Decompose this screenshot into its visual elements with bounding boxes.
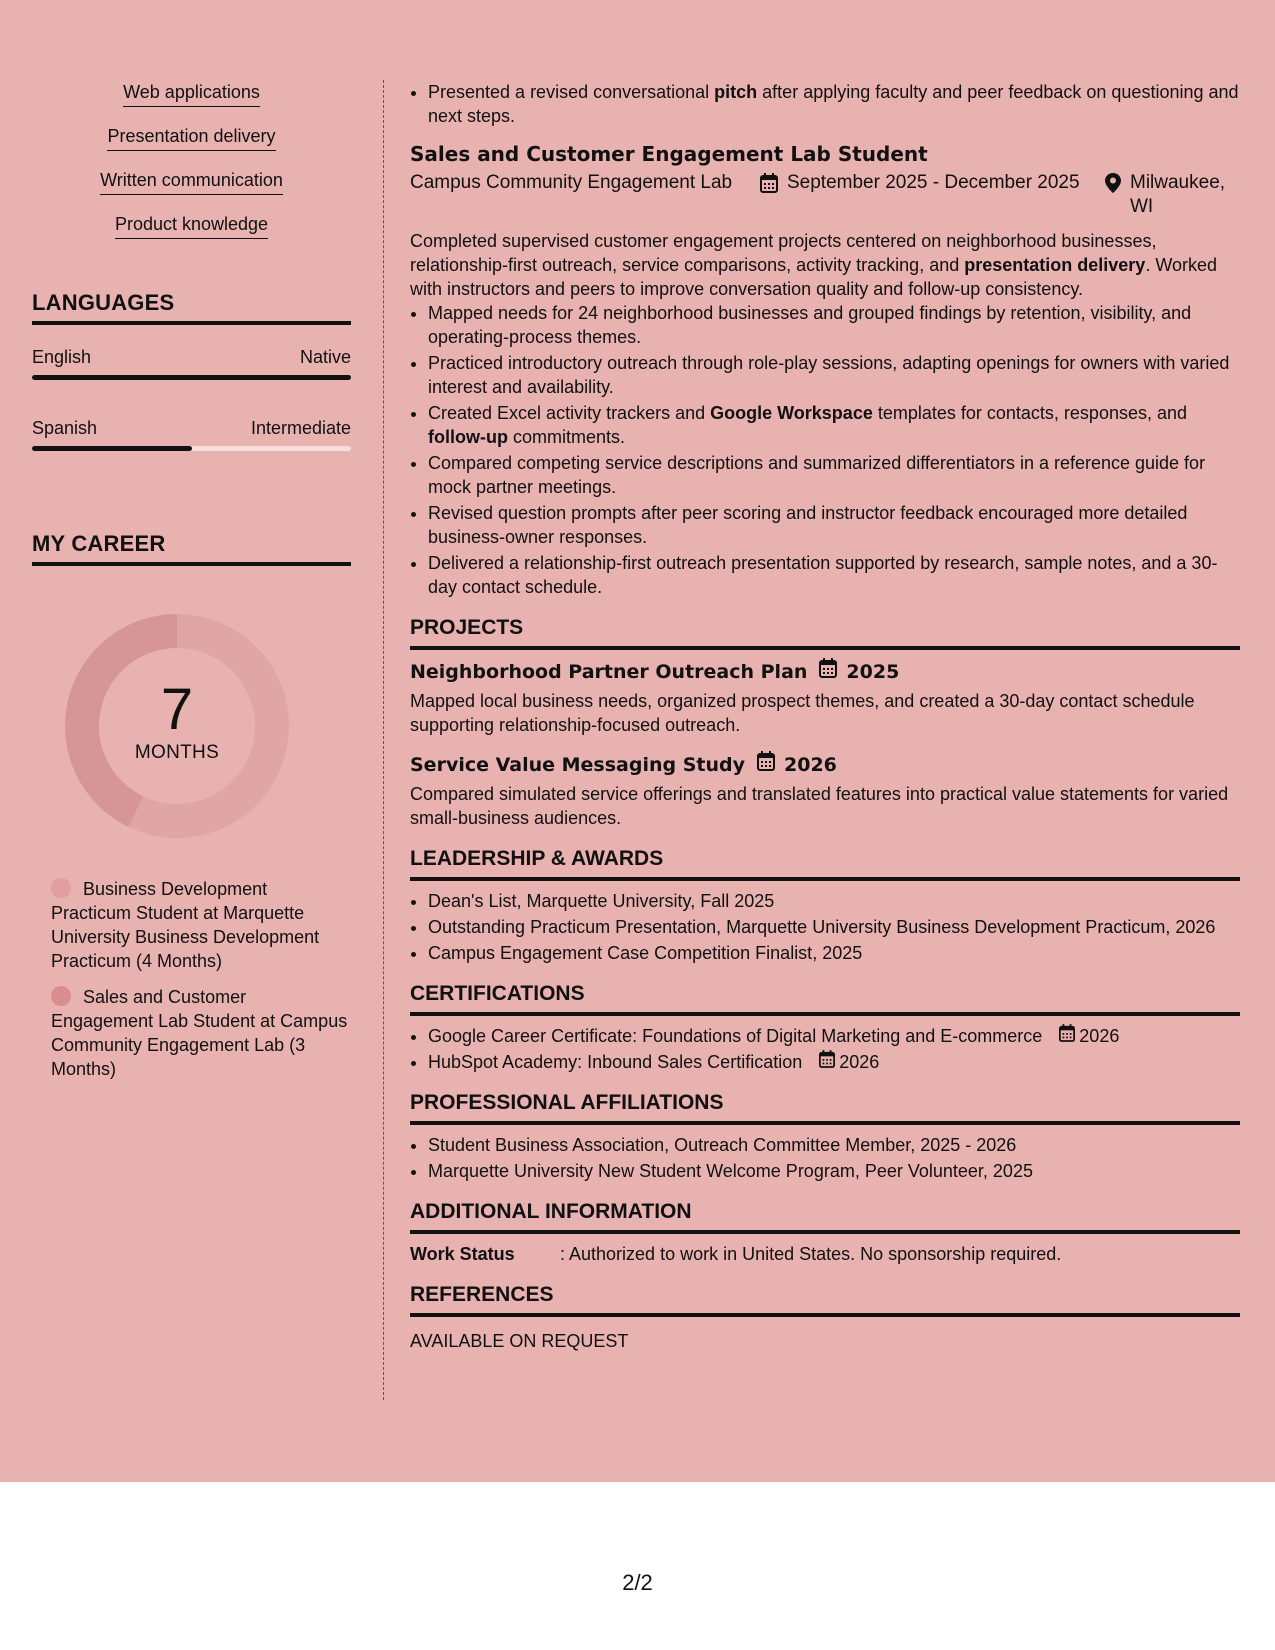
projects-heading: PROJECTS <box>410 615 1240 650</box>
job-summary <box>410 229 1240 301</box>
certification-name: Google Career Certificate: Foundations of Digital Marketing and E-commerce <box>428 1026 1043 1046</box>
left-column <box>32 80 351 1093</box>
job-bullet: • Revised question prompts after peer scoring and instructor feedback encouraged more detailed business-owner responses. <box>428 501 1240 549</box>
certifications-list <box>410 1024 1240 1074</box>
language-name: Spanish <box>32 418 98 438</box>
project-name: Service Value Messaging Study <box>410 753 745 776</box>
project-description: Compared simulated service offerings and translated features into practical value statements for varied small-business audiences. <box>410 784 1229 828</box>
bullet-text: Presented a revised conversational <box>428 82 715 102</box>
language-bar <box>32 375 351 380</box>
job-bullets <box>410 301 1240 599</box>
work-status-row <box>410 1242 1240 1266</box>
affiliation-item: • Student Business Association, Outreach Committee Member, 2025 - 2026 <box>428 1133 1240 1157</box>
career-legend-label: Business Development Practicum Student at Marquette University Business Development Practicum (4 Months) <box>51 879 320 971</box>
skill-item: Presentation delivery <box>107 124 275 151</box>
career-total <box>62 611 292 841</box>
bullet-bold: pitch <box>714 82 758 102</box>
job-location-text: Milwaukee, WI <box>1130 172 1226 217</box>
skills-list <box>32 80 351 256</box>
calendar-icon <box>1059 1024 1075 1048</box>
calendar-icon <box>819 1050 835 1074</box>
calendar-icon <box>819 658 837 685</box>
career-legend-label: Sales and Customer Engagement Lab Student at Campus Community Engagement Lab (3 Months) <box>51 987 348 1079</box>
certification-date <box>819 1050 879 1074</box>
bullet-text: after applying faculty and peer feedback on questioning and next steps. <box>428 82 1239 126</box>
project-item <box>410 658 1240 737</box>
job-dates <box>760 171 1105 219</box>
project-description: Mapped local business needs, organized prospect themes, and created a 30-day contact schedule supporting relationship-focused outreach. <box>410 691 1195 735</box>
job-bullet: • Compared competing service descriptions and summarized differentiators in a reference guide for mock partner meetings. <box>428 451 1240 499</box>
summary-bold: presentation delivery <box>964 255 1146 275</box>
summary-text: . Worked with instructors and peers to improve conversation quality and follow-up consistency. <box>410 255 1218 299</box>
right-column <box>410 80 1240 1353</box>
languages-list <box>32 345 351 451</box>
career-donut <box>62 611 292 841</box>
project-name: Neighborhood Partner Outreach Plan <box>410 660 808 683</box>
skill-item: Web applications <box>123 80 260 107</box>
career-total-number: 7 <box>160 677 194 742</box>
language-bar-fill <box>32 446 192 451</box>
bullet-text: commitments. <box>507 427 626 447</box>
map-pin-icon <box>1105 173 1121 219</box>
references-text: AVAILABLE ON REQUEST <box>410 1331 629 1351</box>
bullet-bold: Google Workspace <box>710 403 873 423</box>
certification-date <box>1059 1024 1119 1048</box>
language-level: Intermediate <box>250 418 351 438</box>
career-heading: MY CAREER <box>32 531 351 566</box>
additional-info-heading: ADDITIONAL INFORMATION <box>410 1199 1240 1234</box>
certification-item <box>428 1024 1240 1048</box>
language-name: English <box>32 347 92 367</box>
legend-dot-icon <box>51 878 71 898</box>
certification-name: HubSpot Academy: Inbound Sales Certification <box>428 1052 803 1072</box>
language-row <box>32 416 351 440</box>
leadership-item: • Dean's List, Marquette University, Fall 2025 <box>428 889 1240 913</box>
legend-dot-icon <box>51 986 71 1006</box>
bullet-text: Created Excel activity trackers and <box>428 403 711 423</box>
job-bullet: • Mapped needs for 24 neighborhood businesses and grouped findings by retention, visibility, and operating-process themes. <box>428 301 1240 349</box>
project-item <box>410 751 1240 830</box>
references-heading: REFERENCES <box>410 1282 1240 1317</box>
job-meta <box>410 171 1240 219</box>
certification-year: 2026 <box>1079 1026 1120 1046</box>
leadership-heading: LEADERSHIP & AWARDS <box>410 846 1240 881</box>
certification-year: 2026 <box>839 1052 880 1072</box>
project-header <box>410 658 1240 685</box>
project-year: 2026 <box>784 753 837 776</box>
affiliation-item: • Marquette University New Student Welcome Program, Peer Volunteer, 2025 <box>428 1159 1240 1183</box>
experience-bullet <box>428 80 1240 128</box>
certifications-heading: CERTIFICATIONS <box>410 981 1240 1016</box>
language-bar-fill <box>32 375 351 380</box>
job-title: Sales and Customer Engagement Lab Student <box>410 142 928 166</box>
page-number: 2/2 <box>622 1570 653 1595</box>
job-bullet <box>428 401 1240 449</box>
languages-heading: LANGUAGES <box>32 290 351 325</box>
skill-item: Written communication <box>100 168 283 195</box>
summary-text: Completed supervised customer engagement projects centered on neighborhood businesses, relationship-first outreach, service comparisons, activity tracking, and <box>410 231 1157 275</box>
calendar-icon <box>757 751 775 778</box>
language-row <box>32 345 351 369</box>
project-header <box>410 751 1240 778</box>
certification-item <box>428 1050 1240 1074</box>
job-bullet: • Delivered a relationship-first outreach presentation supported by research, sample notes, and a 30-day contact schedule. <box>428 551 1240 599</box>
leadership-list <box>410 889 1240 965</box>
job-dates-text: September 2025 - December 2025 <box>787 172 1080 193</box>
language-bar <box>32 446 351 451</box>
skill-item: Product knowledge <box>115 212 268 239</box>
leadership-item: • Outstanding Practicum Presentation, Marquette University Business Development Practicum, 2026 <box>428 915 1240 939</box>
leadership-item: • Campus Engagement Case Competition Finalist, 2025 <box>428 941 1240 965</box>
affiliations-heading: PROFESSIONAL AFFILIATIONS <box>410 1090 1240 1125</box>
job-location <box>1105 171 1240 219</box>
project-year: 2025 <box>846 660 900 683</box>
bullet-bold: follow-up <box>428 427 508 447</box>
column-divider <box>383 80 384 1400</box>
work-status-label: Work Status <box>410 1244 515 1264</box>
job-company: Campus Community Engagement Lab <box>410 172 733 193</box>
job-bullet: • Practiced introductory outreach through role-play sessions, adapting openings for owners with varied interest and availability. <box>428 351 1240 399</box>
work-status-value: : Authorized to work in United States. No sponsorship required. <box>560 1244 1062 1264</box>
career-total-unit: MONTHS <box>134 742 220 763</box>
career-legend-item <box>51 985 351 1081</box>
career-legend <box>32 877 351 1081</box>
affiliations-list <box>410 1133 1240 1183</box>
language-level: Native <box>299 347 351 367</box>
career-legend-item <box>51 877 351 973</box>
bullet-text: templates for contacts, responses, and <box>872 403 1188 423</box>
experience-bullets-continued <box>410 80 1240 128</box>
calendar-icon <box>760 173 778 219</box>
